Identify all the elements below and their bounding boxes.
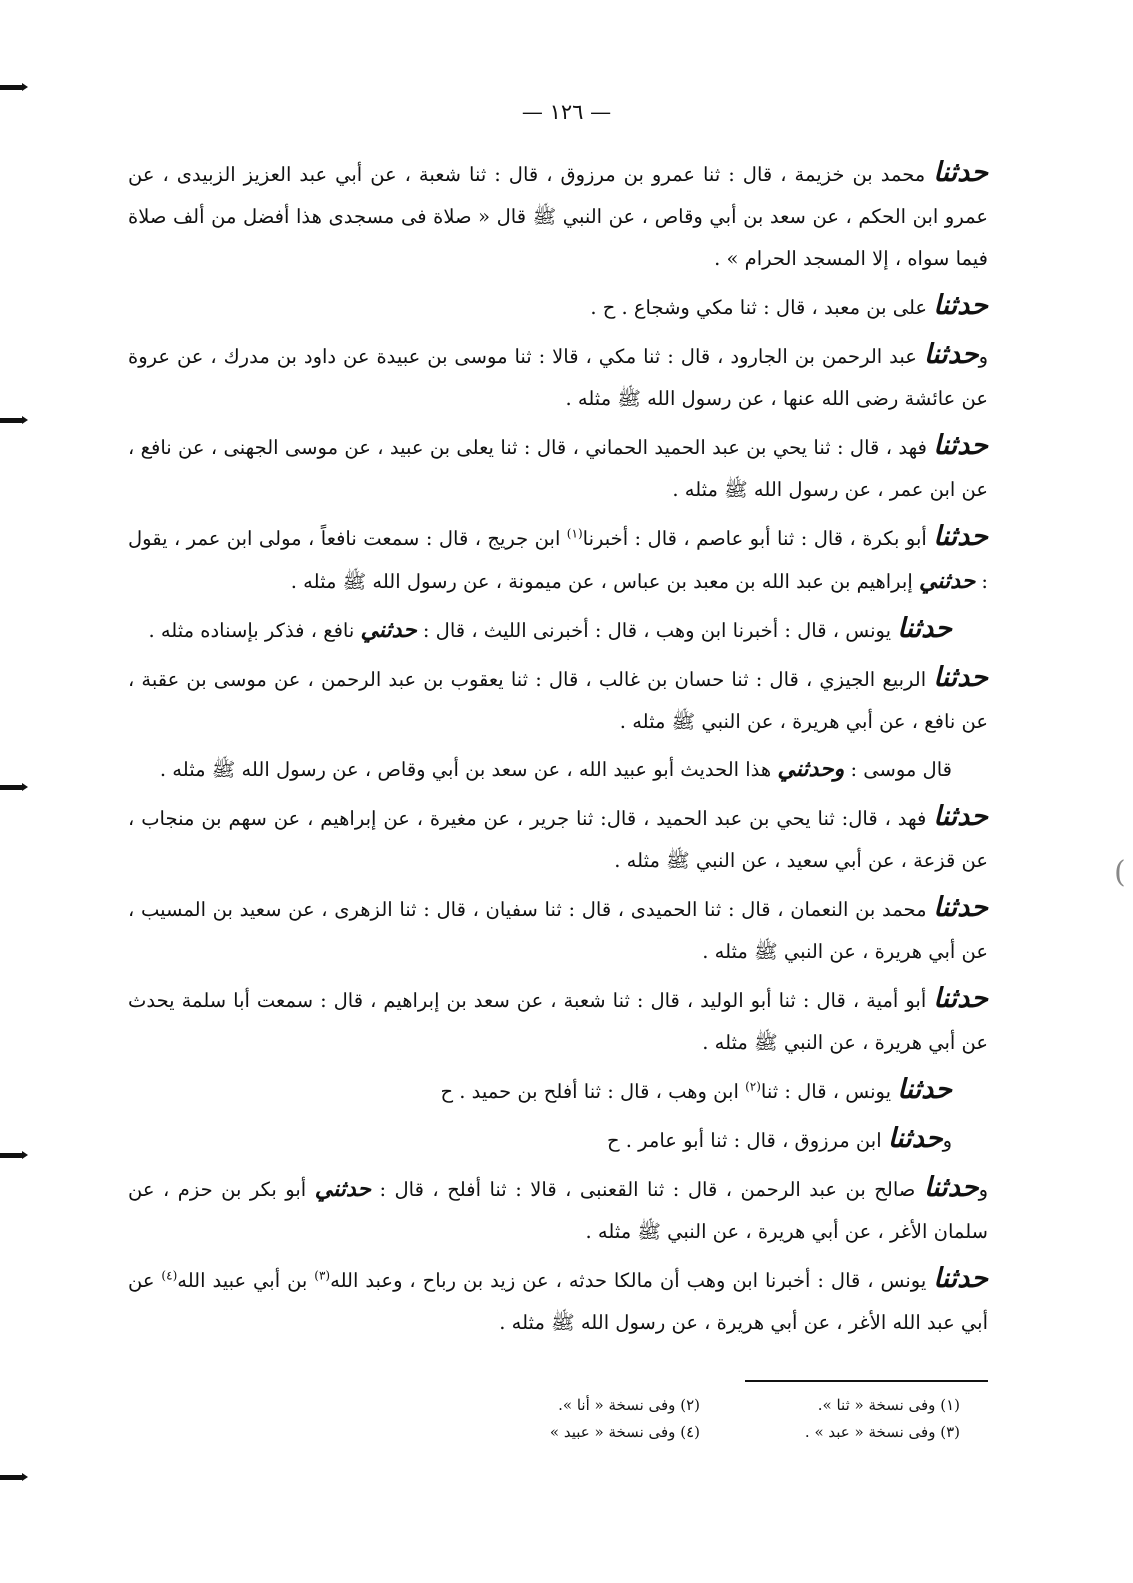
- paragraph-text: محمد بن النعمان ، قال : ثنا الحميدى ، قال : ثنا سفيان ، قال : ثنا الزهرى ، عن سعيد بن المسيب ، عن أبي هريرة ، عن النبي ﷺ مثله .: [128, 898, 988, 963]
- paragraph-prefix: و: [942, 1129, 952, 1152]
- paragraph-text: صالح بن عبد الرحمن ، قال : ثنا القعنبى ، قالا : ثنا أفلح ، قال :: [370, 1178, 924, 1201]
- binding-mark-icon: [0, 418, 24, 423]
- paragraph-text: أبو بكرة ، قال : ثنا أبو عاصم ، قال : أخبرنا: [582, 527, 934, 550]
- paragraph-text: نافع ، فذكر بإسناده مثله .: [148, 619, 361, 642]
- paragraph-text: هذا الحديث أبو عبيد الله ، عن سعد بن أبي وقاص ، عن رسول الله ﷺ مثله .: [159, 758, 778, 781]
- hadith-keyword: حدثنا: [933, 662, 988, 693]
- footnotes: [440, 1392, 960, 1446]
- paragraph-text: ابن وهب ، قال : ثنا أفلح بن حميد . ح: [440, 1080, 746, 1103]
- paragraph-text: فهد ، قال : ثنا يحي بن عبد الحميد الحماني ، قال : ثنا يعلى بن عبيد ، عن موسى الجهنى ، عن نافع ، عن ابن عمر ، عن رسول الله ﷺ مثله .: [128, 436, 988, 501]
- paragraph-text: أبو أمية ، قال : ثنا أبو الوليد ، قال : ثنا شعبة ، عن سعد بن إبراهيم ، قال : سمعت أبا سلمة يحدث عن أبي هريرة ، عن النبي ﷺ مثله .: [128, 989, 988, 1054]
- hadith-keyword: حدثنا: [933, 1263, 988, 1294]
- hadith-keyword: حدثنا: [897, 613, 952, 644]
- hadith-paragraph: [128, 748, 988, 791]
- hadith-keyword: حدثنا: [897, 1074, 952, 1105]
- hadith-keyword: حدثنا: [933, 892, 988, 923]
- hadith-keyword: حدثنا: [887, 1123, 943, 1154]
- paragraph-text: أبو بكر بن حزم ، عن سلمان الأغر ، عن أبي هريرة ، عن النبي ﷺ مثله .: [128, 1178, 988, 1243]
- hadith-paragraph: [128, 1258, 988, 1344]
- paragraph-text: عبد الرحمن بن الجارود ، قال : ثنا مكي ، قالا : ثنا موسى بن عبيدة عن داود بن مدرك ، عن عروة عن عائشة رضى الله عنها ، عن رسول الله ﷺ مثله .: [128, 345, 988, 410]
- paragraph-text: على بن معبد ، قال : ثنا مكي وشجاع . ح .: [590, 296, 934, 319]
- paragraph-text: يونس ، قال : أخبرنا ابن وهب ، قال : أخبرنى الليث ، قال :: [416, 619, 898, 642]
- paragraph-text: الربيع الجيزي ، قال : ثنا حسان بن غالب ، قال : ثنا يعقوب بن عبد الرحمن ، عن موسى بن عقبة ، عن نافع ، عن أبي هريرة ، عن النبي ﷺ مثله .: [128, 668, 988, 733]
- paragraph-text: ابن مرزوق ، قال : ثنا أبو عامر . ح: [606, 1129, 888, 1152]
- footnote-number: (١): [940, 1396, 960, 1414]
- footnote: [700, 1392, 960, 1419]
- footnote-ref: (٢): [745, 1079, 761, 1094]
- hadith-keyword: حدثنا: [933, 801, 988, 832]
- footnote: [440, 1392, 700, 1419]
- hadith-keyword: حدثني: [314, 1176, 371, 1202]
- footnote: [440, 1419, 700, 1446]
- paragraph-text: عن أبي عبد الله الأغر ، عن أبي هريرة ، عن رسول الله ﷺ مثله .: [128, 1269, 988, 1334]
- hadith-paragraph: [128, 425, 988, 511]
- hadith-keyword: حدثنا: [923, 339, 979, 370]
- hadith-paragraph: [128, 334, 988, 420]
- hadith-paragraph: [128, 978, 988, 1064]
- hadith-keyword: حدثنا: [933, 983, 988, 1014]
- hadith-keyword: حدثنا: [933, 290, 988, 321]
- footnote-ref: (١): [566, 526, 583, 541]
- paragraph-prefix: و: [978, 345, 988, 368]
- paragraph-prefix: قال موسى :: [844, 758, 952, 781]
- hadith-keyword: حدثنا: [933, 157, 988, 188]
- binding-mark-icon: [0, 1153, 24, 1158]
- hadith-paragraph: [128, 152, 988, 280]
- footnote-row: [440, 1392, 960, 1419]
- paragraph-text: يونس ، قال : أخبرنا ابن وهب أن مالكا حدثه ، عن زيد بن رباح ، وعبد الله: [330, 1269, 934, 1292]
- hadith-keyword: حدثني: [918, 568, 976, 594]
- paragraph-text: محمد بن خزيمة ، قال : ثنا عمرو بن مرزوق ، قال : ثنا شعبة ، عن أبي عبد العزيز الزبيدى ، عن عمرو ابن الحكم ، عن سعد بن أبي وقاص ، عن النبي ﷺ قال « صلاة فى مسجدى هذا أفضل من ألف صلاة فيما سواه ، إلا المسجد الحرام » .: [128, 163, 988, 270]
- hadith-keyword: حدثنا: [933, 521, 988, 552]
- hadith-paragraph: [128, 285, 988, 329]
- paragraph-text: ابن جريج ، قال : سمعت نافعاً ، مولى ابن عمر ، يقول :: [128, 527, 988, 593]
- hadith-keyword: حدثنا: [933, 430, 988, 461]
- footnote-ref: (٣): [314, 1268, 331, 1283]
- footnote-ref: (٤): [161, 1268, 178, 1283]
- footnote-number: (٢): [680, 1396, 700, 1414]
- footnote: [700, 1419, 960, 1446]
- hadith-paragraph: [128, 1167, 988, 1253]
- binding-mark-icon: [0, 85, 24, 90]
- binding-mark-icon: [0, 1475, 24, 1480]
- paragraph-text: بن أبي عبيد الله: [177, 1269, 315, 1292]
- footnote-text: وفى نسخة « ثنا ».: [817, 1396, 936, 1414]
- footnote-number: (٣): [940, 1423, 960, 1441]
- hadith-paragraph: [128, 657, 988, 743]
- footnote-number: (٤): [680, 1423, 700, 1441]
- hadith-keyword: وحدثني: [777, 756, 845, 782]
- binding-mark-icon: [0, 785, 24, 790]
- hadith-text: [128, 152, 988, 1349]
- footnote-text: وفى نسخة « أنا ».: [558, 1396, 676, 1414]
- paragraph-text: يونس ، قال : ثنا: [760, 1080, 898, 1103]
- footnote-divider: [745, 1380, 988, 1382]
- hadith-keyword: حدثنا: [923, 1172, 979, 1203]
- paragraph-text: فهد ، قال: ثنا يحي بن عبد الحميد ، قال: ثنا جرير ، عن مغيرة ، عن إبراهيم ، عن سهم بن منجاب ، عن قزعة ، عن أبي سعيد ، عن النبي ﷺ مثله .: [128, 807, 988, 872]
- paragraph-text: إبراهيم بن عبد الله بن معبد بن عباس ، عن ميمونة ، عن رسول الله ﷺ مثله .: [290, 570, 919, 593]
- page-number: — ١٢٦ —: [521, 100, 612, 124]
- footnote-text: وفى نسخة « عبيد »: [549, 1423, 676, 1441]
- hadith-paragraph: [128, 1118, 988, 1162]
- hadith-keyword: حدثني: [360, 617, 417, 643]
- footnote-row: [440, 1419, 960, 1446]
- footnote-text: وفى نسخة « عبد » .: [804, 1423, 936, 1441]
- margin-bracket-icon: (: [1114, 855, 1126, 890]
- hadith-paragraph: [128, 1069, 988, 1113]
- hadith-paragraph: [128, 796, 988, 882]
- hadith-paragraph: [128, 608, 988, 652]
- paragraph-prefix: و: [978, 1178, 988, 1201]
- hadith-paragraph: [128, 516, 988, 603]
- hadith-paragraph: [128, 887, 988, 973]
